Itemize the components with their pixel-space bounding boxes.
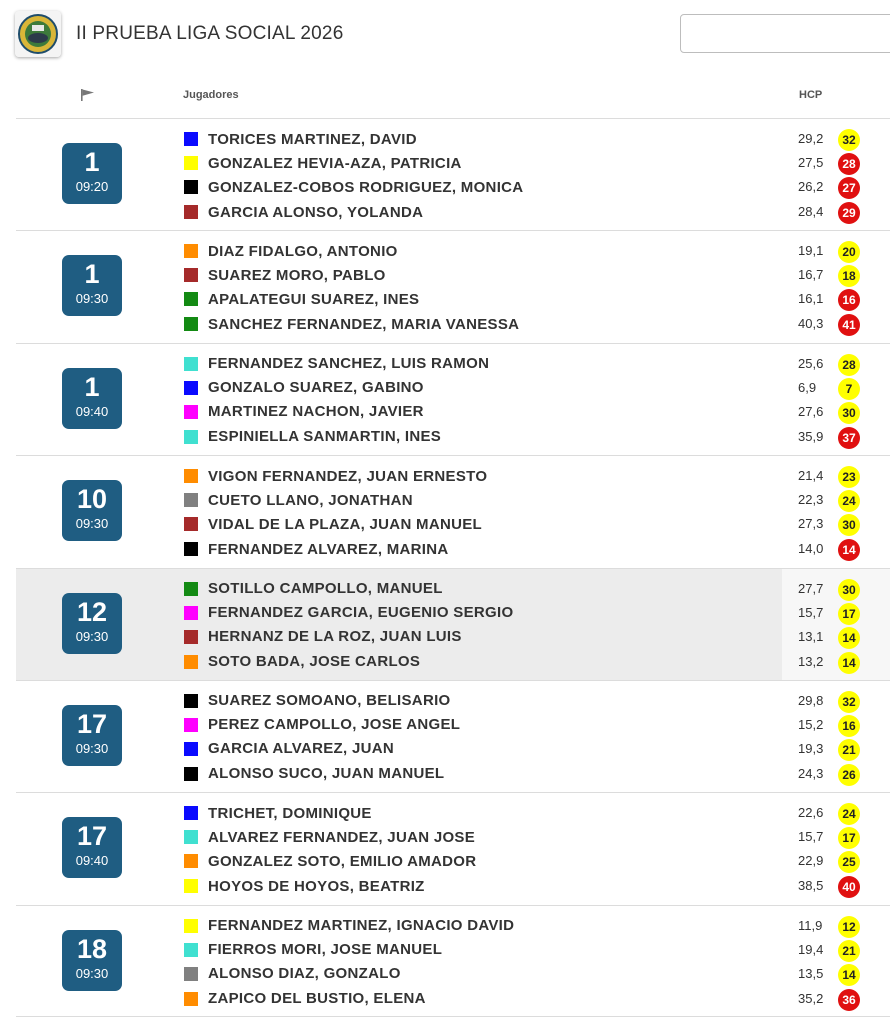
tee-group[interactable] xyxy=(16,680,890,792)
player-color-swatch xyxy=(184,205,198,219)
playing-hcp-badge: 14 xyxy=(838,539,860,561)
player-hcp: 35,9 xyxy=(798,428,824,444)
playing-hcp-badge: 32 xyxy=(838,691,860,713)
playing-hcp-badge: 12 xyxy=(838,916,860,938)
player-color-swatch xyxy=(184,244,198,258)
playing-hcp-badge: 21 xyxy=(838,739,860,761)
player-name: HOYOS DE HOYOS, BEATRIZ xyxy=(208,877,425,895)
player-hcp: 15,7 xyxy=(798,604,824,620)
player-hcp: 38,5 xyxy=(798,878,824,894)
player-color-swatch xyxy=(184,630,198,644)
player-color-swatch xyxy=(184,292,198,306)
club-logo[interactable] xyxy=(15,11,61,57)
player-name: GONZALEZ-COBOS RODRIGUEZ, MONICA xyxy=(208,178,524,196)
player-row[interactable] xyxy=(184,713,744,737)
player-name: FERNANDEZ SANCHEZ, LUIS RAMON xyxy=(208,355,490,373)
player-color-swatch xyxy=(184,694,198,708)
playing-hcp-badge: 41 xyxy=(838,314,860,336)
playing-hcp-badge: 30 xyxy=(838,579,860,601)
tee-times-list xyxy=(16,118,890,1017)
playing-hcp-badge: 28 xyxy=(838,354,860,376)
player-hcp: 26,2 xyxy=(798,179,824,194)
player-color-swatch xyxy=(184,718,198,732)
player-row[interactable] xyxy=(184,425,744,449)
player-name: VIDAL DE LA PLAZA, JUAN MANUEL xyxy=(208,515,483,533)
player-hcp: 29,8 xyxy=(798,692,824,708)
player-hcp: 24,3 xyxy=(798,765,824,781)
player-color-swatch xyxy=(184,317,198,331)
player-row[interactable] xyxy=(184,914,744,938)
player-row[interactable] xyxy=(184,239,744,263)
app-header xyxy=(0,0,890,72)
player-color-swatch xyxy=(184,967,198,981)
player-hcp: 27,5 xyxy=(798,155,824,170)
tee-badge xyxy=(62,593,122,654)
playing-hcp-badge: 16 xyxy=(838,715,860,737)
player-hcp: 19,3 xyxy=(798,740,824,756)
player-hcp: 22,3 xyxy=(798,492,824,508)
playing-hcp-badge: 21 xyxy=(838,940,860,962)
player-row[interactable] xyxy=(184,577,744,601)
player-hcp: 35,2 xyxy=(798,990,824,1006)
player-hcp: 13,5 xyxy=(798,965,824,981)
player-name: SOTO BADA, JOSE CARLOS xyxy=(208,653,421,671)
player-row[interactable] xyxy=(184,689,744,713)
player-row[interactable] xyxy=(184,287,744,311)
player-color-swatch xyxy=(184,767,198,781)
player-hcp: 27,6 xyxy=(798,403,824,419)
player-row[interactable] xyxy=(184,874,744,898)
tee-number: 17 xyxy=(76,708,108,739)
tee-badge xyxy=(62,368,122,429)
tee-time: 09:30 xyxy=(75,291,109,307)
flag-icon xyxy=(80,88,96,102)
player-name: GONZALO SUAREZ, GABINO xyxy=(208,379,424,397)
player-row[interactable] xyxy=(184,737,744,761)
player-name: HERNANZ DE LA ROZ, JUAN LUIS xyxy=(208,628,462,646)
playing-hcp-badge: 14 xyxy=(838,627,860,649)
player-color-swatch xyxy=(184,806,198,820)
playing-hcp-badge: 14 xyxy=(838,964,860,986)
tee-number: 17 xyxy=(76,821,108,852)
tee-group[interactable] xyxy=(16,568,890,680)
tee-number: 10 xyxy=(76,484,108,515)
tee-number: 1 xyxy=(84,147,100,177)
player-name: FERNANDEZ GARCIA, EUGENIO SERGIO xyxy=(208,604,514,622)
playing-hcp-badge: 16 xyxy=(838,289,860,311)
playing-hcp-badge: 24 xyxy=(838,490,860,512)
table-header xyxy=(0,84,890,108)
player-name: ALONSO SUCO, JUAN MANUEL xyxy=(208,765,445,783)
player-color-swatch xyxy=(184,493,198,507)
playing-hcp-badge: 37 xyxy=(838,427,860,449)
player-row[interactable] xyxy=(184,151,744,175)
tee-badge xyxy=(62,705,122,766)
tee-badge xyxy=(62,480,122,541)
playing-hcp-badge: 20 xyxy=(838,241,860,263)
playing-hcp-badge: 27 xyxy=(838,177,860,199)
player-name: DIAZ FIDALGO, ANTONIO xyxy=(208,242,398,260)
playing-hcp-badge: 28 xyxy=(838,153,860,175)
player-row[interactable] xyxy=(184,400,744,424)
player-hcp: 16,1 xyxy=(798,291,824,307)
player-hcp: 22,6 xyxy=(798,805,824,821)
player-row[interactable] xyxy=(184,825,744,849)
player-row[interactable] xyxy=(184,537,744,561)
player-name: TRICHET, DOMINIQUE xyxy=(208,804,372,822)
playing-hcp-badge: 30 xyxy=(838,514,860,536)
player-color-swatch xyxy=(184,542,198,556)
search-input[interactable] xyxy=(680,14,890,53)
player-row[interactable] xyxy=(184,625,744,649)
playing-hcp-badge: 17 xyxy=(838,603,860,625)
playing-hcp-badge: 40 xyxy=(838,876,860,898)
player-row[interactable] xyxy=(184,601,744,625)
player-color-swatch xyxy=(184,943,198,957)
player-row[interactable] xyxy=(184,849,744,873)
player-color-swatch xyxy=(184,655,198,669)
player-hcp: 15,2 xyxy=(798,716,824,732)
player-row[interactable] xyxy=(184,175,744,199)
player-hcp: 16,7 xyxy=(798,267,824,283)
player-row[interactable] xyxy=(184,488,744,512)
playing-hcp-badge: 24 xyxy=(838,803,860,825)
player-color-swatch xyxy=(184,405,198,419)
tee-time: 09:40 xyxy=(75,853,109,869)
player-name: GONZALEZ HEVIA-AZA, PATRICIA xyxy=(208,154,462,172)
tee-group[interactable] xyxy=(16,905,890,1017)
player-row[interactable] xyxy=(184,200,744,224)
player-row[interactable] xyxy=(184,464,744,488)
player-hcp: 6,9 xyxy=(798,379,817,395)
tee-time: 09:30 xyxy=(75,740,109,756)
player-name: ESPINIELLA SANMARTIN, INES xyxy=(208,428,442,446)
player-color-swatch xyxy=(184,992,198,1006)
player-hcp: 11,9 xyxy=(798,917,823,933)
playing-hcp-badge: 18 xyxy=(838,265,860,287)
player-hcp: 27,3 xyxy=(798,516,824,532)
player-color-swatch xyxy=(184,830,198,844)
tee-group[interactable] xyxy=(16,455,890,567)
player-color-swatch xyxy=(184,357,198,371)
player-row[interactable] xyxy=(184,987,744,1011)
playing-hcp-badge: 17 xyxy=(838,827,860,849)
player-color-swatch xyxy=(184,132,198,146)
playing-hcp-badge: 36 xyxy=(838,989,860,1011)
player-name: GARCIA ALONSO, YOLANDA xyxy=(208,203,424,221)
player-name: FIERROS MORI, JOSE MANUEL xyxy=(208,941,443,959)
tee-time: 09:30 xyxy=(75,628,109,644)
playing-hcp-badge: 26 xyxy=(838,764,860,786)
player-hcp: 22,9 xyxy=(798,853,824,869)
player-hcp: 19,1 xyxy=(798,243,824,259)
playing-hcp-badge: 30 xyxy=(838,402,860,424)
player-name: SOTILLO CAMPOLLO, MANUEL xyxy=(208,580,443,598)
player-hcp: 19,4 xyxy=(798,941,824,957)
tee-group[interactable] xyxy=(16,343,890,455)
player-hcp: 14,0 xyxy=(798,541,824,557)
player-color-swatch xyxy=(184,742,198,756)
player-hcp: 21,4 xyxy=(798,468,824,484)
player-color-swatch xyxy=(184,919,198,933)
player-row[interactable] xyxy=(184,352,744,376)
player-row[interactable] xyxy=(184,762,744,786)
playing-hcp-badge: 23 xyxy=(838,466,860,488)
player-row[interactable] xyxy=(184,938,744,962)
playing-hcp-badge: 25 xyxy=(838,851,860,873)
tee-number: 12 xyxy=(76,596,108,627)
player-name: ZAPICO DEL BUSTIO, ELENA xyxy=(208,990,426,1008)
player-name: ALVAREZ FERNANDEZ, JUAN JOSE xyxy=(208,828,476,846)
player-color-swatch xyxy=(184,180,198,194)
tee-time: 09:20 xyxy=(75,179,109,194)
player-name: APALATEGUI SUAREZ, INES xyxy=(208,290,420,308)
player-name: FERNANDEZ MARTINEZ, IGNACIO DAVID xyxy=(208,917,515,935)
player-color-swatch xyxy=(184,606,198,620)
player-color-swatch xyxy=(184,381,198,395)
player-name: VIGON FERNANDEZ, JUAN ERNESTO xyxy=(208,467,488,485)
player-row[interactable] xyxy=(184,312,744,336)
playing-hcp-badge: 29 xyxy=(838,202,860,224)
player-name: FERNANDEZ ALVAREZ, MARINA xyxy=(208,540,449,558)
player-hcp: 28,4 xyxy=(798,204,824,219)
player-name: PEREZ CAMPOLLO, JOSE ANGEL xyxy=(208,716,461,734)
column-header-hcp: HCP xyxy=(799,89,823,101)
player-name: ALONSO DIAZ, GONZALO xyxy=(208,965,401,983)
tee-badge xyxy=(62,817,122,878)
player-color-swatch xyxy=(184,268,198,282)
player-row[interactable] xyxy=(184,127,744,151)
player-color-swatch xyxy=(184,430,198,444)
player-hcp: 29,2 xyxy=(798,131,824,146)
player-color-swatch xyxy=(184,582,198,596)
tee-number: 1 xyxy=(84,371,100,402)
player-color-swatch xyxy=(184,854,198,868)
tee-badge xyxy=(62,143,122,204)
player-row[interactable] xyxy=(184,512,744,536)
player-hcp: 13,1 xyxy=(798,628,824,644)
playing-hcp-badge: 14 xyxy=(838,652,860,674)
tee-group[interactable] xyxy=(16,118,890,230)
player-name: SUAREZ SOMOANO, BELISARIO xyxy=(208,692,451,710)
player-row[interactable] xyxy=(184,376,744,400)
player-hcp: 15,7 xyxy=(798,829,824,845)
tee-badge xyxy=(62,255,122,316)
column-header-players: Jugadores xyxy=(183,89,239,101)
player-name: GARCIA ALVAREZ, JUAN xyxy=(208,740,394,758)
player-name: SANCHEZ FERNANDEZ, MARIA VANESSA xyxy=(208,315,520,333)
playing-hcp-badge: 7 xyxy=(838,378,860,400)
tee-time: 09:40 xyxy=(75,403,109,419)
tee-number: 18 xyxy=(76,933,108,964)
player-row[interactable] xyxy=(184,263,744,287)
player-color-swatch xyxy=(184,156,198,170)
player-name: CUETO LLANO, JONATHAN xyxy=(208,491,413,509)
player-color-swatch xyxy=(184,517,198,531)
player-name: GONZALEZ SOTO, EMILIO AMADOR xyxy=(208,852,477,870)
tee-group[interactable] xyxy=(16,230,890,342)
page-title: II PRUEBA LIGA SOCIAL 2026 xyxy=(76,23,344,44)
player-name: MARTINEZ NACHON, JAVIER xyxy=(208,403,424,421)
player-row[interactable] xyxy=(184,650,744,674)
player-hcp: 40,3 xyxy=(798,316,824,332)
tee-time: 09:30 xyxy=(75,965,109,981)
tee-group[interactable] xyxy=(16,792,890,904)
player-hcp: 13,2 xyxy=(798,653,824,669)
tee-time: 09:30 xyxy=(75,516,109,532)
player-name: TORICES MARTINEZ, DAVID xyxy=(208,130,417,148)
player-row[interactable] xyxy=(184,801,744,825)
player-hcp: 27,7 xyxy=(798,580,824,596)
player-row[interactable] xyxy=(184,962,744,986)
player-hcp: 25,6 xyxy=(798,355,824,371)
player-name: SUAREZ MORO, PABLO xyxy=(208,266,386,284)
player-color-swatch xyxy=(184,469,198,483)
playing-hcp-badge: 32 xyxy=(838,129,860,151)
tee-badge xyxy=(62,930,122,991)
tee-number: 1 xyxy=(84,259,100,290)
player-color-swatch xyxy=(184,879,198,893)
